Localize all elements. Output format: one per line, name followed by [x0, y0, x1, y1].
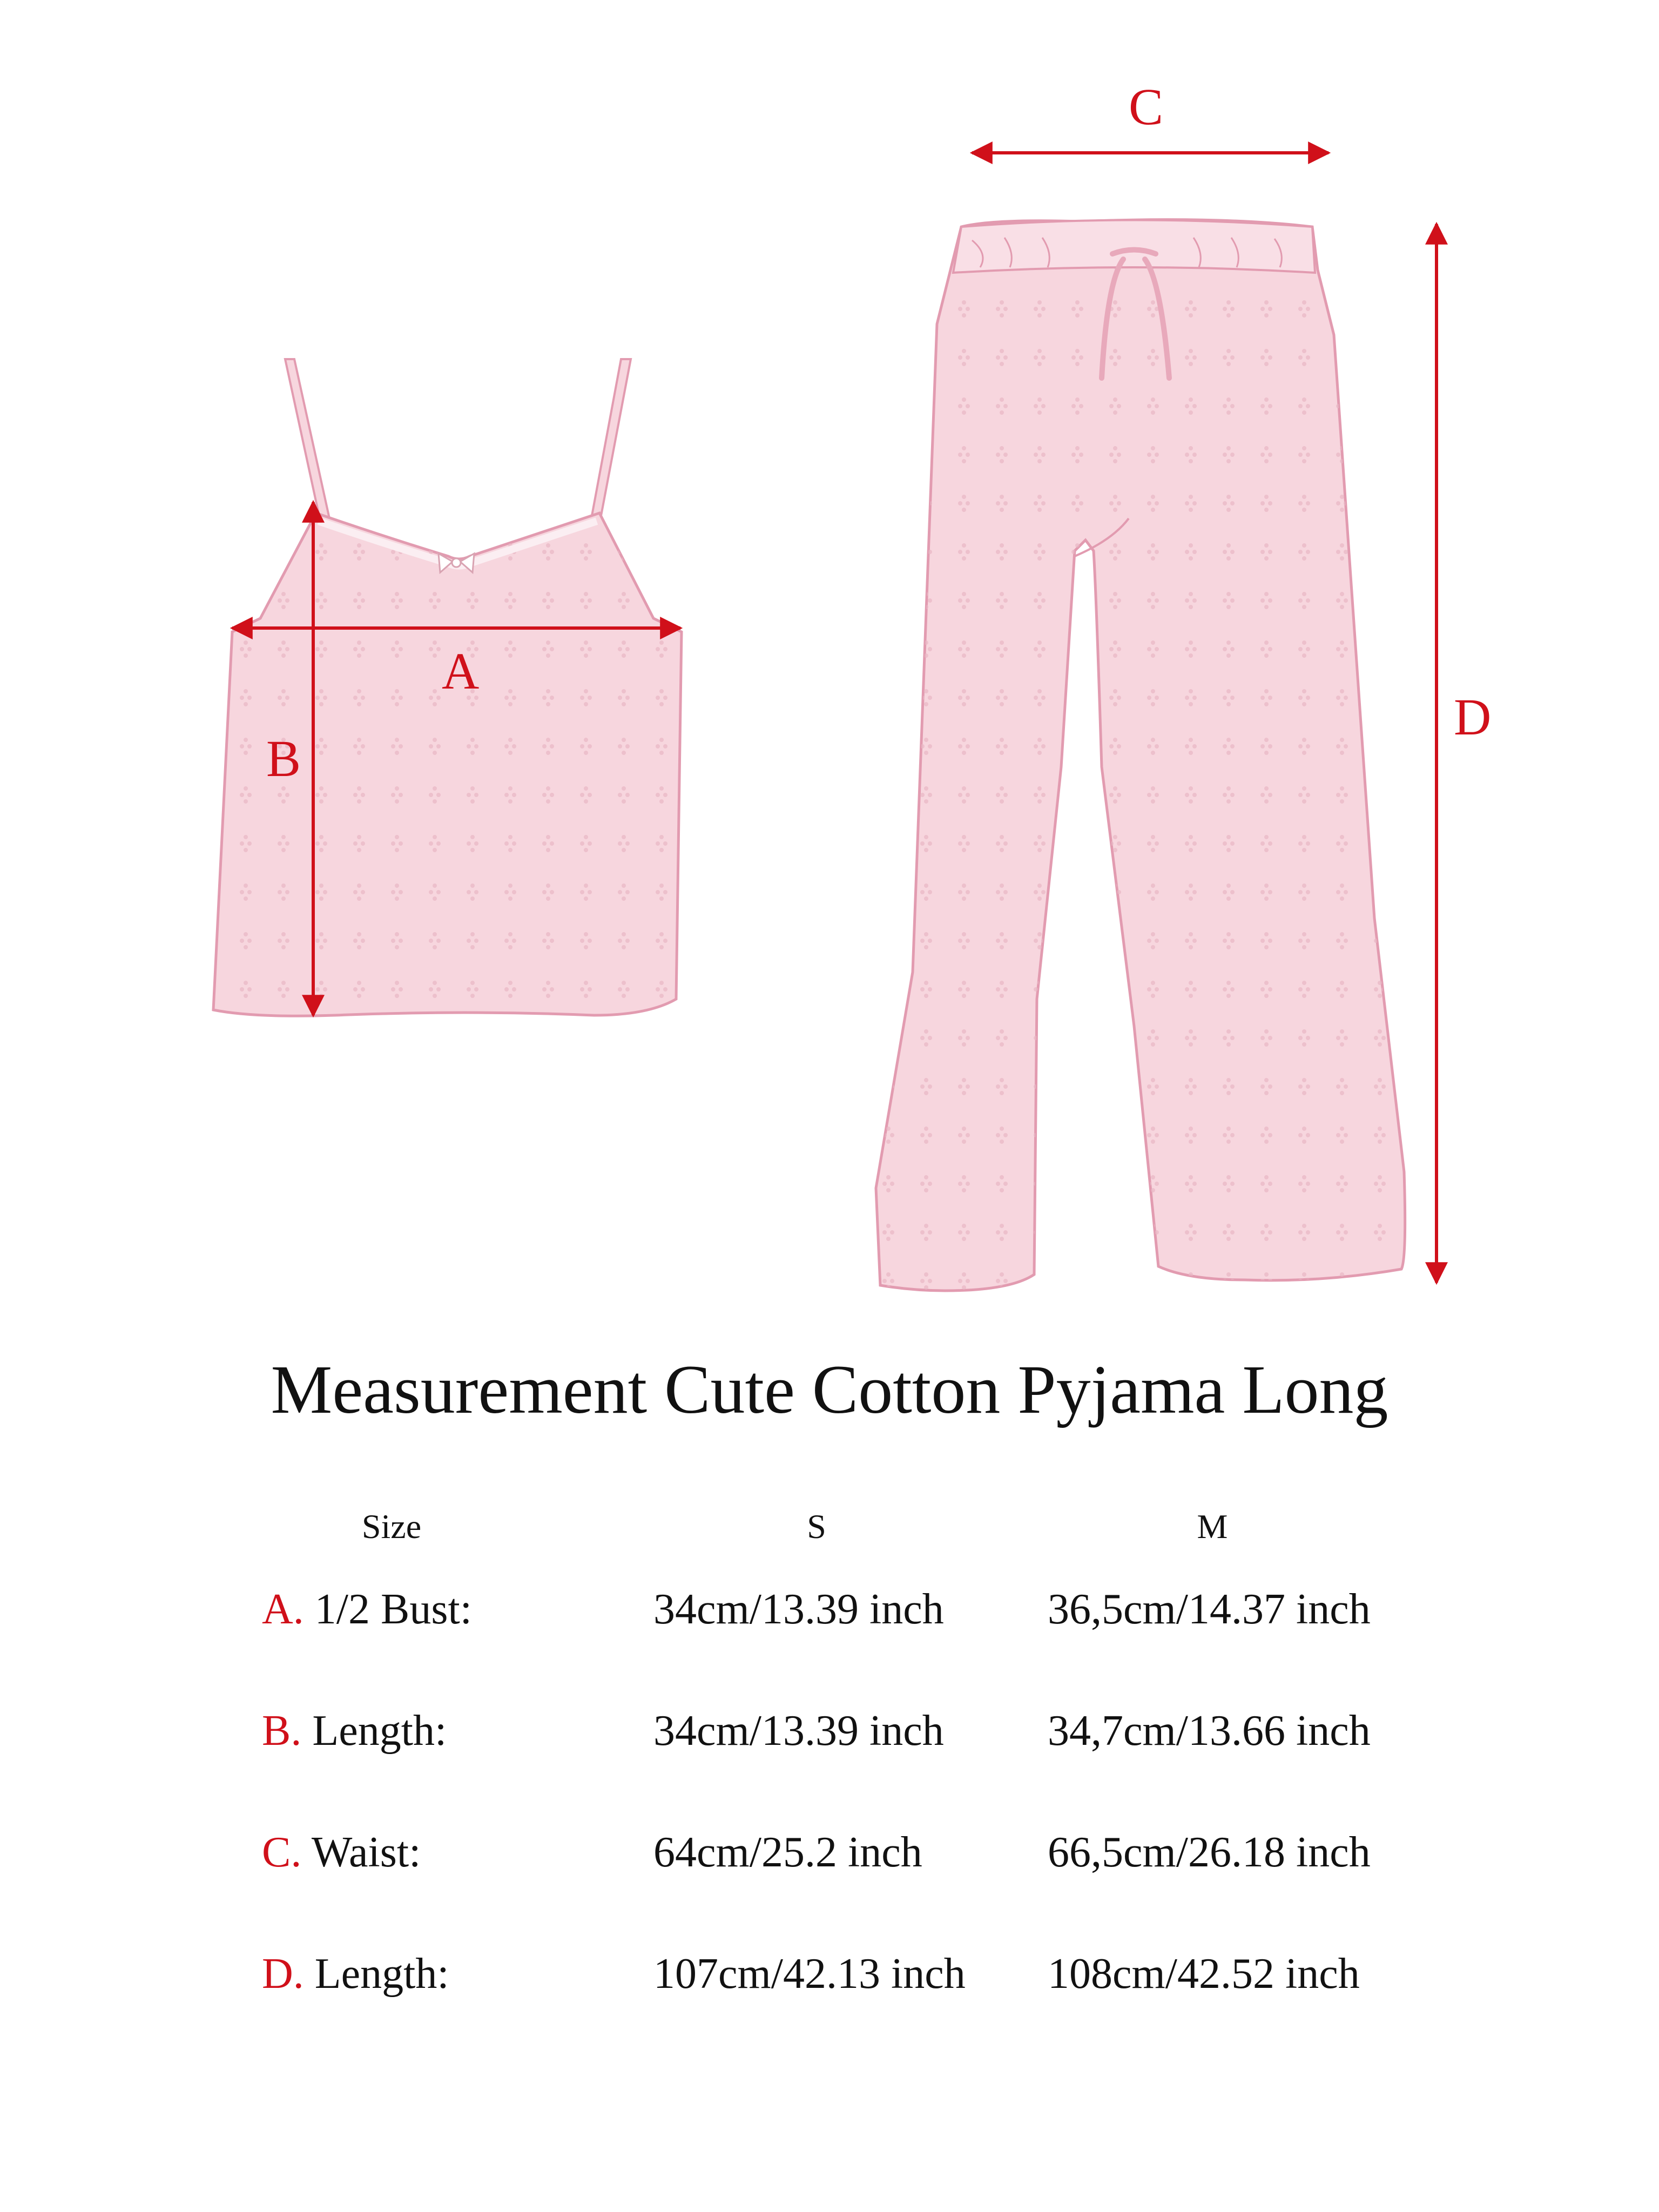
row-label: Length:	[312, 1707, 447, 1755]
value-s: 34cm/13.39 inch	[653, 1586, 944, 1633]
label-a: A	[442, 642, 480, 700]
row-label: Waist:	[311, 1829, 421, 1876]
table-row	[0, 1950, 1659, 2014]
row-code: C.	[262, 1829, 302, 1876]
value-m: 108cm/42.52 inch	[1048, 1950, 1360, 1998]
row-code: D.	[262, 1950, 304, 1998]
row-code: A.	[262, 1586, 304, 1633]
value-m: 36,5cm/14.37 inch	[1048, 1586, 1371, 1633]
header-s: S	[807, 1507, 826, 1546]
label-d: D	[1454, 688, 1492, 746]
header-size: Size	[361, 1507, 422, 1546]
value-m: 34,7cm/13.66 inch	[1048, 1707, 1371, 1755]
page-title: Measurement Cute Cotton Pyjama Long	[271, 1351, 1388, 1428]
header-m: M	[1197, 1507, 1228, 1546]
value-s: 34cm/13.39 inch	[653, 1707, 944, 1755]
table-row	[0, 1585, 1659, 1650]
row-label: 1/2 Bust:	[314, 1586, 472, 1633]
row-label: Length:	[314, 1950, 449, 1998]
label-b: B	[266, 730, 301, 787]
row-code: B.	[262, 1707, 302, 1755]
long-pants	[876, 220, 1405, 1291]
value-s: 107cm/42.13 inch	[653, 1950, 966, 1998]
table-row	[0, 1707, 1659, 1771]
table-row	[0, 1828, 1659, 1893]
value-s: 64cm/25.2 inch	[653, 1829, 922, 1876]
label-c: C	[1129, 78, 1164, 136]
value-m: 66,5cm/26.18 inch	[1048, 1829, 1371, 1876]
